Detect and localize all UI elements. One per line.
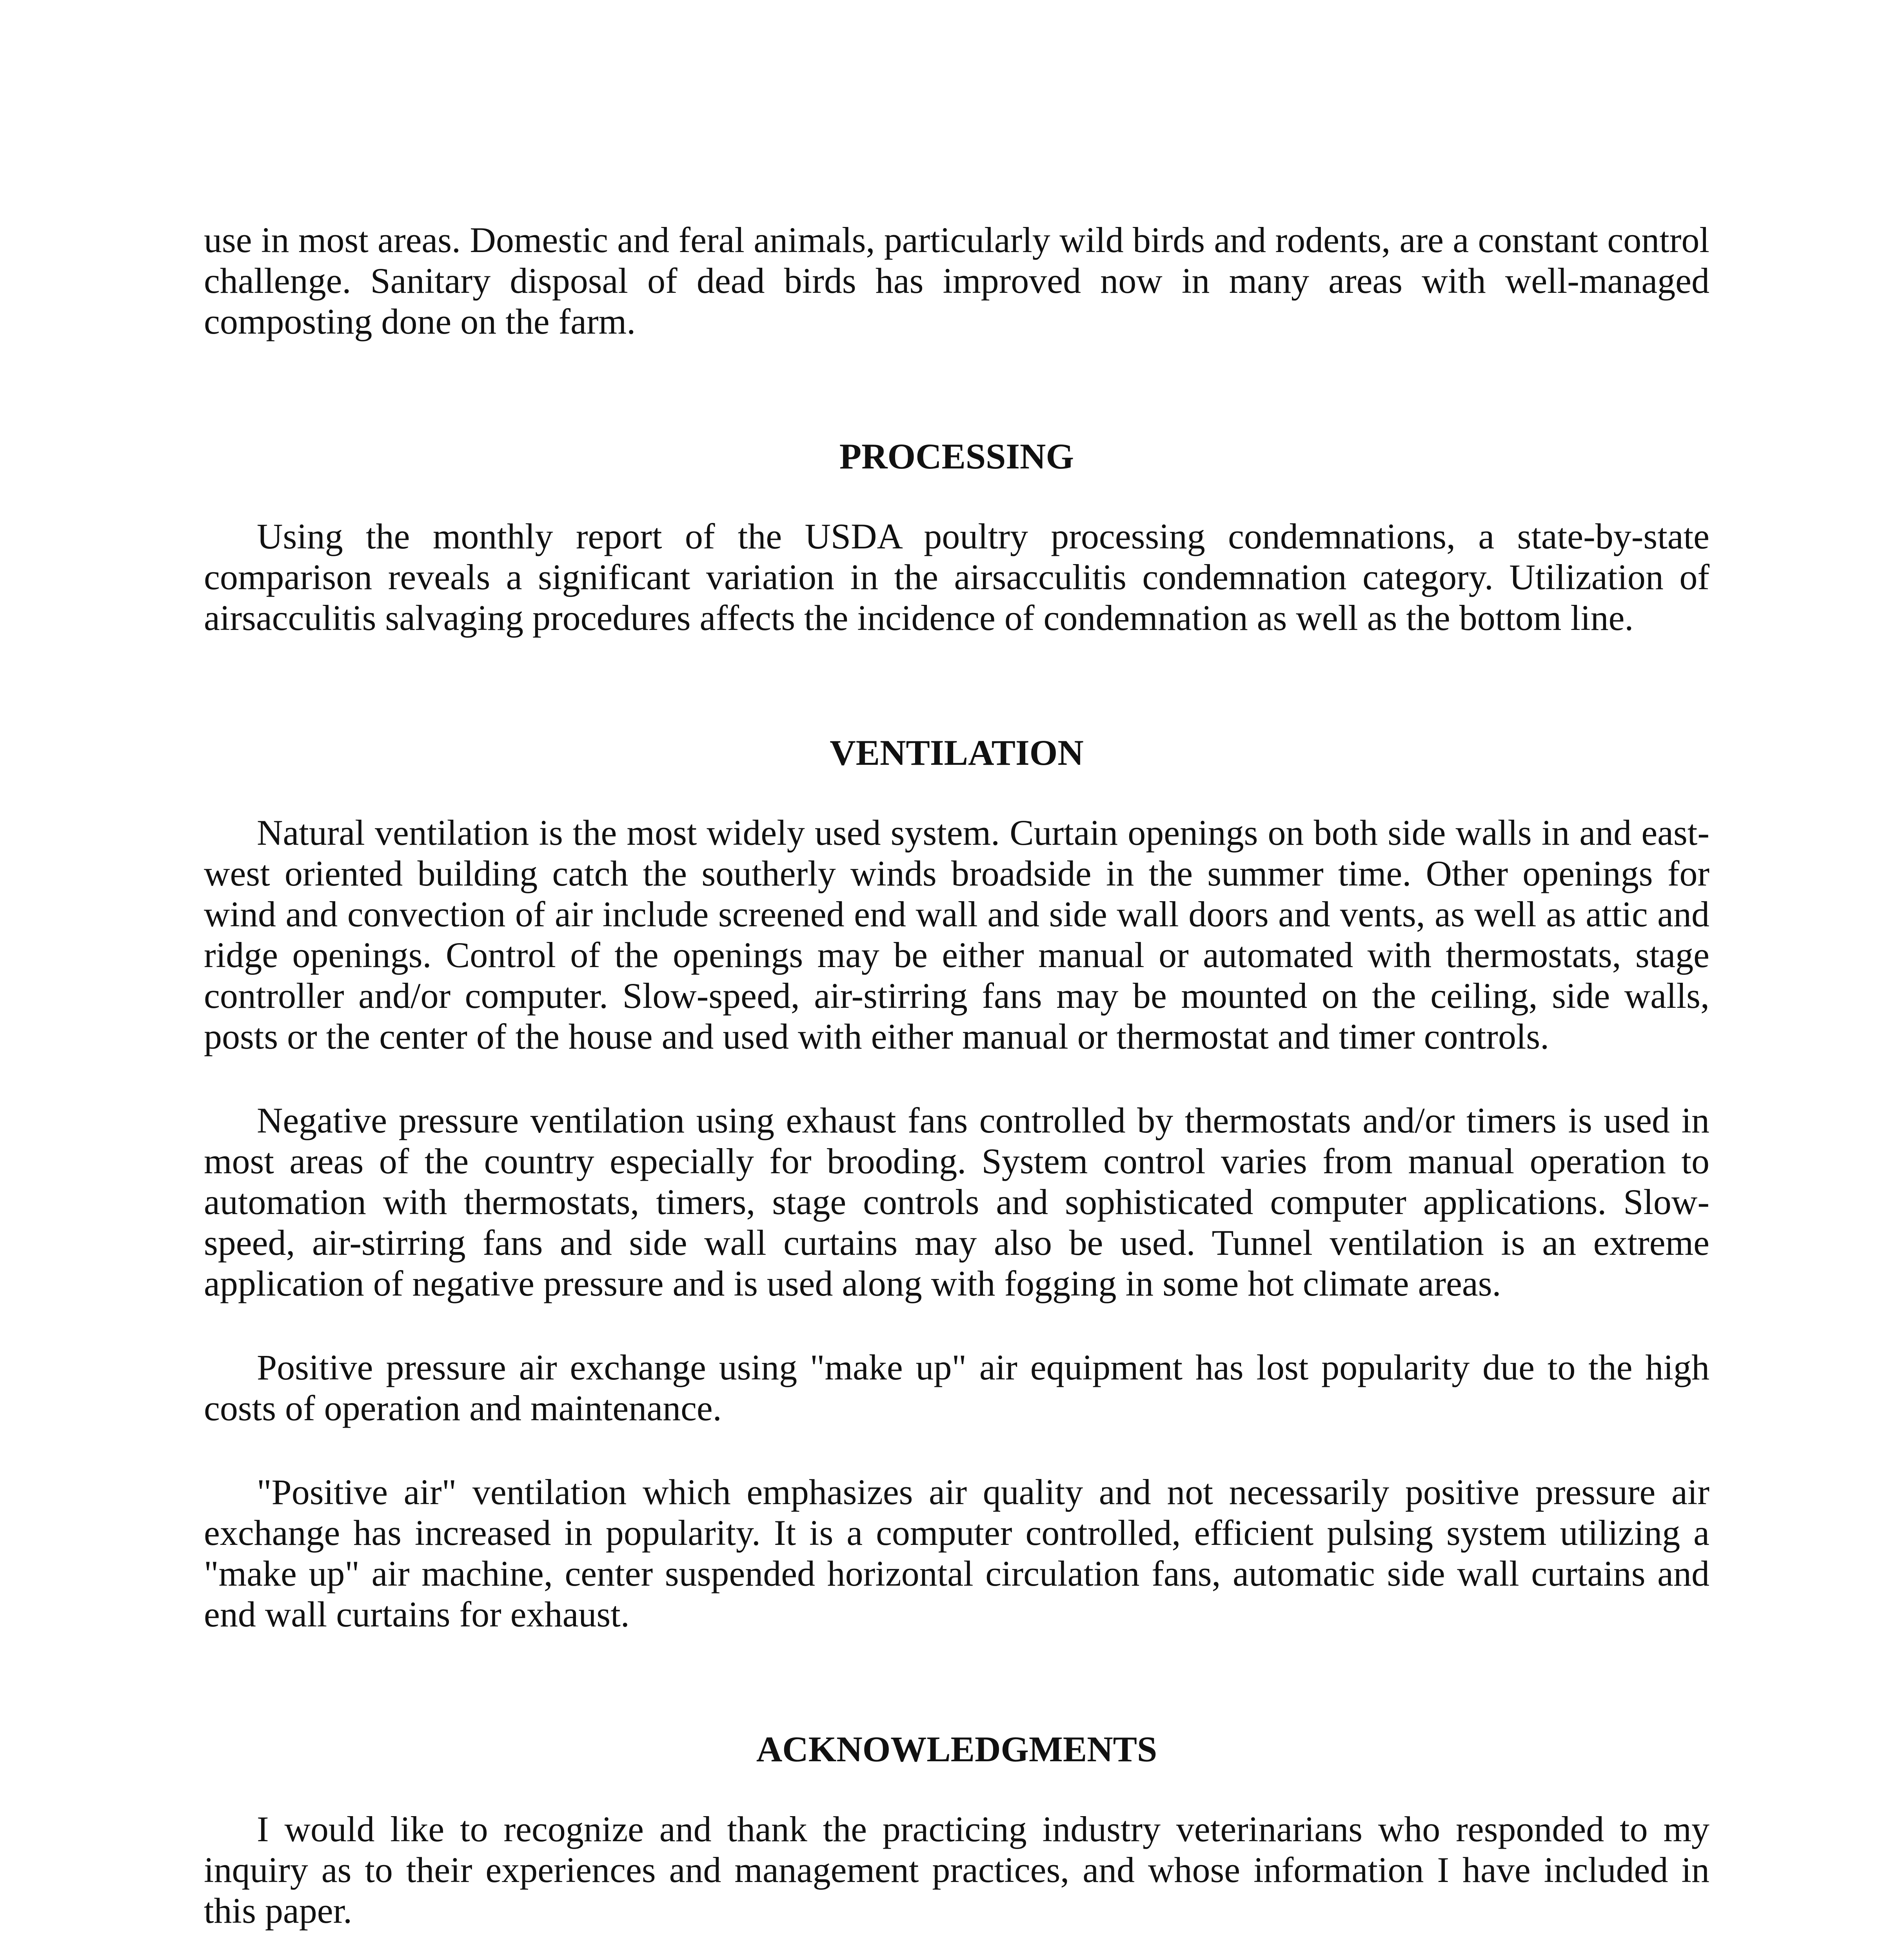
ventilation-paragraph-positive-air: "Positive air" ventilation which emphasizes air quality and not necessarily positive pressure air exchange has increased in popularity. It is a computer controlled, efficient pulsing system utilizing a "make up" air machine, center suspended horizontal circulation fans, automatic side wall curtains and end wall curtains for exhaust. [204, 1472, 1709, 1634]
processing-heading: PROCESSING [839, 436, 1074, 476]
acknowledgments-heading: ACKNOWLEDGMENTS [756, 1729, 1157, 1769]
ventilation-paragraph-natural: Natural ventilation is the most widely used system. Curtain openings on both side walls in and east-west oriented building catch the southerly winds broadside in the summer time. Other openings for wind and convection of air include screened end wall and side wall doors and vents, as well as attic and ridge openings. Control of the openings may be either manual or automated with thermostats, stage controller and/or computer. Slow-speed, air-stirring fans may be mounted on the ceiling, side walls, posts or the center of the house and used with either manual or thermostat and timer controls. [204, 813, 1709, 1056]
processing-paragraph: Using the monthly report of the USDA poultry processing condemnations, a state-by-state comparison reveals a significant variation in the airsacculitis condemnation category. Utilization of airsacculitis salvaging procedures affects the incidence of condemnation as well as the bottom line. [204, 516, 1709, 638]
ventilation-paragraph-positive: Positive pressure air exchange using "make up" air equipment has lost popularity due to the high costs of operation and maintenance. [204, 1347, 1709, 1428]
ventilation-paragraph-negative: Negative pressure ventilation using exhaust fans controlled by thermostats and/or timers is used in most areas of the country especially for brooding. System control varies from manual operation to automation with thermostats, timers, stage controls and sophisticated computer applications. Slow-speed, air-stirring fans and side wall curtains may also be used. Tunnel ventilation is an extreme application of negative pressure and is used along with fogging in some hot climate areas. [204, 1100, 1709, 1303]
ventilation-heading: VENTILATION [830, 733, 1084, 773]
acknowledgments-paragraph: I would like to recognize and thank the practicing industry veterinarians who responded to my inquiry as to their experiences and management practices, and whose information I have included in this paper. [204, 1809, 1709, 1931]
page-content [204, 220, 1709, 1931]
intro-paragraph: use in most areas. Domestic and feral animals, particularly wild birds and rodents, are a constant control challenge. Sanitary disposal of dead birds has improved now in many areas with well-managed composting done on the farm. [204, 220, 1709, 341]
